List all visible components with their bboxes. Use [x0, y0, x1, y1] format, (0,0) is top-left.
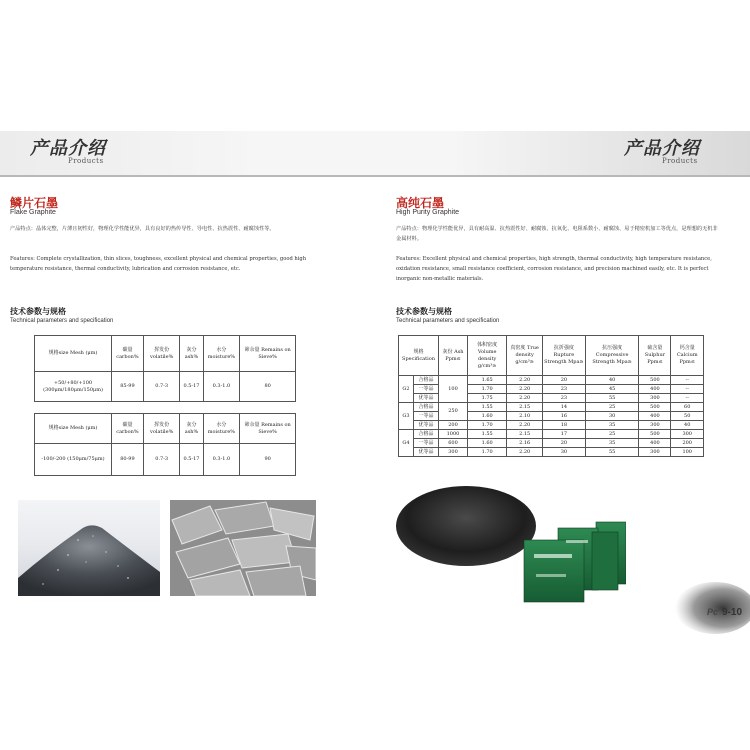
cell: 1.70: [468, 448, 507, 457]
cell: 50: [671, 412, 704, 421]
col-carbon: 碳量 carbon%: [112, 336, 144, 372]
col-true-density: 真密度 True density g/cm³≥: [507, 336, 543, 376]
cell: 60: [671, 403, 704, 412]
flake-spec-title: 技术参数与规格: [10, 307, 66, 316]
purity-spec-subtitle: Technical parameters and specification: [396, 318, 500, 324]
cell: 1.60: [468, 439, 507, 448]
cell: 30: [542, 448, 585, 457]
purity-desc-cn: 产品特点：物理化学性能优异，具有耐高温、抗热震性好、耐腐蚀、抗氧化、电阻系数小、耐腐蚀、易于精密机加工等优点，是理想的无机非金属材料。: [396, 226, 718, 242]
cell: 23: [542, 394, 585, 403]
flake-graphite-title: 鳞片石墨: [10, 196, 59, 210]
table-row: [399, 403, 704, 412]
col-rupture: 抗折强度 Rupture Strength Mpa≥: [542, 336, 585, 376]
cell: 20: [542, 376, 585, 385]
cell: -100/-200 (150μm/75μm): [35, 444, 112, 476]
cell: 300: [639, 421, 671, 430]
cell: 90: [240, 444, 296, 476]
cell: 2.16: [507, 439, 543, 448]
group-code: G2: [399, 376, 414, 403]
table-header-row: [35, 414, 296, 444]
grade: 一等品: [414, 412, 439, 421]
high-purity-graphite-subtitle: High Purity Graphite: [396, 209, 460, 216]
cell: 35: [585, 439, 639, 448]
ash: 250: [439, 403, 468, 421]
cell: 400: [639, 385, 671, 394]
group-code: G4: [399, 430, 414, 457]
table-header-row: [399, 336, 704, 376]
cell: 80-99: [112, 444, 144, 476]
col-spec: 规格 Specification: [399, 336, 439, 376]
cell: 55: [585, 448, 639, 457]
purity-spec-title: 技术参数与规格: [396, 307, 452, 316]
group-code: G3: [399, 403, 414, 430]
cell: 1.55: [468, 430, 507, 439]
cell: 0.5-17: [180, 372, 203, 402]
cell: 17: [542, 430, 585, 439]
table-row: [35, 444, 296, 476]
flake-graphite-subtitle: Flake Graphite: [10, 209, 56, 216]
cell: 500: [639, 430, 671, 439]
flake-spec-table-1: [34, 335, 296, 402]
ash: 600: [439, 439, 468, 448]
table-row: [399, 430, 704, 439]
table-header-row: [35, 336, 296, 372]
grade: 合格品: [414, 403, 439, 412]
cell: 300: [671, 430, 704, 439]
col-volatile: 挥发份 volatile%: [143, 336, 180, 372]
flake-spec-table-2: [34, 413, 296, 476]
cell: 16: [542, 412, 585, 421]
high-purity-graphite-title: 高纯石墨: [396, 196, 445, 210]
cell: 500: [639, 376, 671, 385]
cell: 0.5-17: [180, 444, 203, 476]
col-remains: 筛余量 Remains on Sieve%: [240, 414, 296, 444]
flake-graphite-pile-photo: [18, 500, 160, 596]
table-row: [399, 439, 704, 448]
flake-desc-en: Features: Complete crystallization, thin slices, toughness, excellent physical and chemical properties, good high temperature resistance, thermal conductivity, lubrication and corrosion resistance, etc.: [10, 256, 307, 272]
cell: 85-99: [112, 372, 144, 402]
header-divider: [0, 175, 750, 177]
cell: 25: [585, 430, 639, 439]
cell: 45: [585, 385, 639, 394]
col-volatile: 挥发份 volatile%: [143, 414, 180, 444]
cell: 18: [542, 421, 585, 430]
purity-desc-en: Features: Excellent physical and chemical properties, high strength, thermal conductivity, high temperature resistance, oxidation resistance, small resistance coefficient, corrosion resistance, and precision machined easily, etc. It is perfect inorganic non-metallic materials.: [396, 256, 712, 282]
cell: 2.20: [507, 394, 543, 403]
cell: 1.75: [468, 394, 507, 403]
ash: 300: [439, 448, 468, 457]
cell: 14: [542, 403, 585, 412]
grade: 优等品: [414, 421, 439, 430]
cell: 400: [639, 412, 671, 421]
ash: 200: [439, 421, 468, 430]
table-row: [399, 376, 704, 385]
cell: 500: [639, 403, 671, 412]
cell: 1.65: [468, 376, 507, 385]
cell: 1.55: [468, 403, 507, 412]
cell: +50/+80/+100 (300μm/180μm/150μm): [35, 372, 112, 402]
products-logo-left: 产品介绍 Products: [30, 138, 106, 165]
flake-microscope-photo: [170, 500, 316, 596]
grade: 合格品: [414, 376, 439, 385]
cell: 20: [542, 439, 585, 448]
cell: 2.20: [507, 385, 543, 394]
cell: 80: [240, 372, 296, 402]
col-carbon: 碳量 carbon%: [112, 414, 144, 444]
table-row: [35, 372, 296, 402]
ash: 100: [439, 376, 468, 403]
col-remains: 筛余量 Remains on Sieve%: [240, 336, 296, 372]
cell: --: [671, 394, 704, 403]
col-volume-density: 体积密度 Volume density g/cm³≥: [468, 336, 507, 376]
col-size: 规格size Mesh (μm): [35, 336, 112, 372]
cell: 2.15: [507, 403, 543, 412]
col-size: 规格size Mesh (μm): [35, 414, 112, 444]
col-sulphur: 硫含量 Sulphur Ppm≤: [639, 336, 671, 376]
col-ash: 灰分 ash%: [180, 414, 203, 444]
grade: 一等品: [414, 439, 439, 448]
ash: 1000: [439, 430, 468, 439]
cell: 1.60: [468, 412, 507, 421]
col-moisture: 水分 moisture%: [203, 336, 240, 372]
grade: 一等品: [414, 385, 439, 394]
cell: 30: [585, 412, 639, 421]
flake-desc-cn: 产品特点：晶体完整，片薄且韧性好，物理化学性能优异，具有良好的热传导性、导电性、抗热震性、耐腐蚀性等。: [10, 226, 275, 232]
cell: 35: [585, 421, 639, 430]
graphite-powder-products-photo: [396, 482, 626, 604]
cell: 2.15: [507, 430, 543, 439]
cell: 0.7-3: [143, 372, 180, 402]
cell: 2.20: [507, 448, 543, 457]
flake-spec-subtitle: Technical parameters and specification: [10, 318, 114, 324]
col-calcium: 钙含量 Calcium Ppm≤: [671, 336, 704, 376]
cell: 55: [585, 394, 639, 403]
cell: 40: [671, 421, 704, 430]
purity-spec-table: [398, 335, 704, 457]
cell: 400: [639, 439, 671, 448]
cell: 300: [639, 448, 671, 457]
col-compressive: 抗压强度 Compressive Strength Mpa≥: [585, 336, 639, 376]
cell: 0.3-1.0: [203, 372, 240, 402]
grade: 优等品: [414, 448, 439, 457]
grade: 合格品: [414, 430, 439, 439]
table-row: [399, 448, 704, 457]
cell: 2.20: [507, 421, 543, 430]
table-row: [399, 421, 704, 430]
cell: 100: [671, 448, 704, 457]
cell: 25: [585, 403, 639, 412]
cell: 40: [585, 376, 639, 385]
page-number: Pc 9-10: [706, 607, 742, 618]
cell: 1.70: [468, 385, 507, 394]
cell: 23: [542, 385, 585, 394]
grade: 优等品: [414, 394, 439, 403]
cell: 2.10: [507, 412, 543, 421]
products-logo-right: 产品介绍 Products: [624, 138, 700, 165]
col-ash: 灰份 Ash Ppm≤: [439, 336, 468, 376]
cell: 2.20: [507, 376, 543, 385]
col-ash: 灰分 ash%: [180, 336, 203, 372]
cell: 0.7-3: [143, 444, 180, 476]
col-moisture: 水分 moisture%: [203, 414, 240, 444]
cell: 1.70: [468, 421, 507, 430]
cell: 0.3-1.0: [203, 444, 240, 476]
cell: --: [671, 376, 704, 385]
cell: 300: [639, 394, 671, 403]
cell: 200: [671, 439, 704, 448]
cell: --: [671, 385, 704, 394]
